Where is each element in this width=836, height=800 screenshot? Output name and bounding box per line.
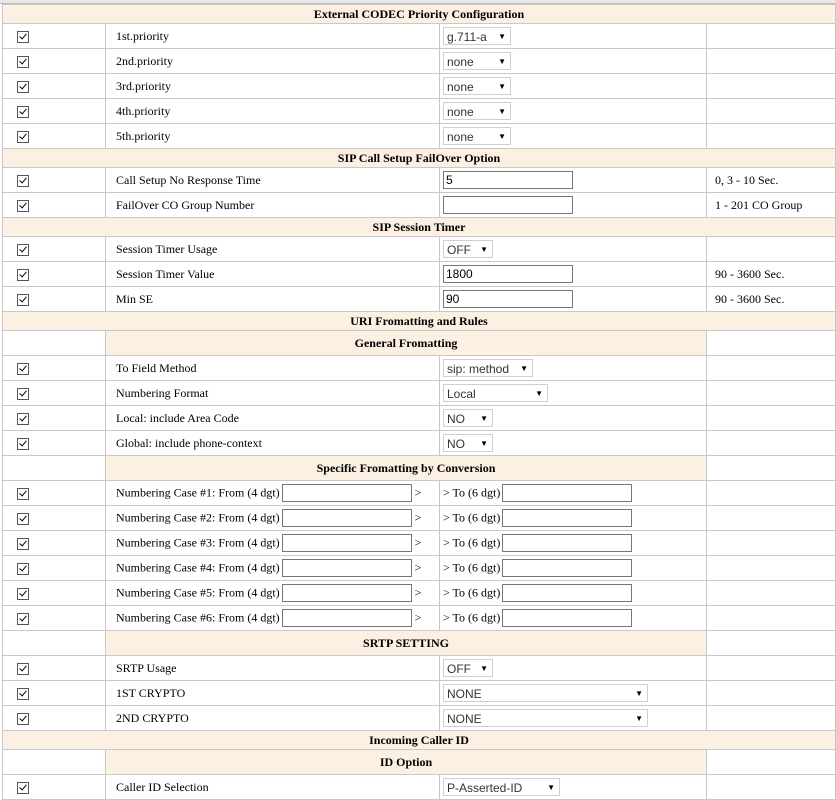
- failover-label: FailOver CO Group Number: [106, 193, 440, 218]
- chevron-down-icon: ▼: [635, 714, 643, 723]
- enable-checkbox[interactable]: [17, 175, 29, 187]
- enable-checkbox[interactable]: [17, 200, 29, 212]
- session-row: [3, 262, 836, 287]
- session-timer-usage-select[interactable]: [443, 240, 493, 258]
- codec-row: [3, 124, 836, 149]
- chevron-down-icon: ▼: [498, 107, 506, 116]
- general-label: To Field Method: [106, 356, 440, 381]
- caller-id-selection-select[interactable]: [443, 778, 560, 796]
- chevron-down-icon: ▼: [498, 82, 506, 91]
- to-number-input[interactable]: [502, 609, 632, 627]
- subsection-title-srtp: SRTP SETTING: [106, 631, 707, 656]
- first-crypto-select[interactable]: [443, 684, 648, 702]
- to-number-input[interactable]: [502, 584, 632, 602]
- session-label: Session Timer Usage: [106, 237, 440, 262]
- conversion-row: [3, 481, 836, 506]
- select-value: NO: [447, 412, 465, 426]
- select-value: none: [447, 130, 474, 144]
- conversion-row: [3, 581, 836, 606]
- codec-row: [3, 49, 836, 74]
- from-number-input[interactable]: [282, 584, 412, 602]
- enable-checkbox[interactable]: [17, 131, 29, 143]
- codec-row: [3, 74, 836, 99]
- section-title-session: SIP Session Timer: [3, 218, 836, 237]
- codec-1-select[interactable]: [443, 27, 511, 45]
- from-number-input[interactable]: [282, 534, 412, 552]
- select-value: sip: method: [447, 362, 510, 376]
- enable-checkbox[interactable]: [17, 588, 29, 600]
- settings-table: [2, 4, 836, 800]
- enable-checkbox[interactable]: [17, 438, 29, 450]
- session-label: Session Timer Value: [106, 262, 440, 287]
- include-phone-context-select[interactable]: [443, 434, 493, 452]
- select-value: P-Asserted-ID: [447, 781, 523, 795]
- caller-id-label: Caller ID Selection: [106, 775, 440, 800]
- conversion-row: [3, 531, 836, 556]
- min-se-input[interactable]: 90: [443, 290, 573, 308]
- general-row: [3, 356, 836, 381]
- numbering-format-select[interactable]: [443, 384, 548, 402]
- subsection-title-id-option: ID Option: [106, 750, 707, 775]
- second-crypto-select[interactable]: [443, 709, 648, 727]
- to-label: > To (6 dgt): [443, 585, 501, 600]
- include-area-code-select[interactable]: [443, 409, 493, 427]
- codec-3-select[interactable]: [443, 77, 511, 95]
- section-title-caller-id: Incoming Caller ID: [3, 731, 836, 750]
- srtp-row: [3, 706, 836, 731]
- enable-checkbox[interactable]: [17, 713, 29, 725]
- to-label: > To (6 dgt): [443, 610, 501, 625]
- chevron-down-icon: ▼: [498, 32, 506, 41]
- section-title-failover: SIP Call Setup FailOver Option: [3, 149, 836, 168]
- enable-checkbox[interactable]: [17, 294, 29, 306]
- chevron-down-icon: ▼: [498, 132, 506, 141]
- case-label: Numbering Case #3: From (4 dgt): [116, 535, 280, 550]
- subsection-title-general: General Fromatting: [106, 331, 707, 356]
- codec-row: [3, 99, 836, 124]
- failover-label: Call Setup No Response Time: [106, 168, 440, 193]
- arrow-text: >: [414, 485, 422, 500]
- select-value: NO: [447, 437, 465, 451]
- arrow-text: >: [414, 560, 422, 575]
- enable-checkbox[interactable]: [17, 388, 29, 400]
- chevron-down-icon: ▼: [635, 689, 643, 698]
- srtp-row: [3, 656, 836, 681]
- case-label: Numbering Case #2: From (4 dgt): [116, 510, 280, 525]
- no-response-time-input[interactable]: 5: [443, 171, 573, 189]
- chevron-down-icon: ▼: [480, 439, 488, 448]
- codec-2-select[interactable]: [443, 52, 511, 70]
- from-number-input[interactable]: [282, 559, 412, 577]
- general-label: Local: include Area Code: [106, 406, 440, 431]
- srtp-label: SRTP Usage: [106, 656, 440, 681]
- failover-row: [3, 168, 836, 193]
- codec-label: 1st.priority: [106, 24, 440, 49]
- enable-checkbox[interactable]: [17, 488, 29, 500]
- select-value: none: [447, 105, 474, 119]
- to-number-input[interactable]: [502, 484, 632, 502]
- from-number-input[interactable]: [282, 509, 412, 527]
- failover-row: [3, 193, 836, 218]
- select-value: none: [447, 55, 474, 69]
- chevron-down-icon: ▼: [535, 389, 543, 398]
- to-field-method-select[interactable]: [443, 359, 533, 377]
- chevron-down-icon: ▼: [480, 664, 488, 673]
- subsection-title-specific: Specific Fromatting by Conversion: [106, 456, 707, 481]
- select-value: g.711-a: [447, 30, 487, 44]
- arrow-text: >: [414, 535, 422, 550]
- enable-checkbox[interactable]: [17, 563, 29, 575]
- to-label: > To (6 dgt): [443, 535, 501, 550]
- codec-label: 2nd.priority: [106, 49, 440, 74]
- arrow-text: >: [414, 585, 422, 600]
- to-number-input[interactable]: [502, 534, 632, 552]
- codec-label: 3rd.priority: [106, 74, 440, 99]
- enable-checkbox[interactable]: [17, 244, 29, 256]
- to-number-input[interactable]: [502, 509, 632, 527]
- arrow-text: >: [414, 610, 422, 625]
- enable-checkbox[interactable]: [17, 31, 29, 43]
- case-label: Numbering Case #1: From (4 dgt): [116, 485, 280, 500]
- range-hint: 90 - 3600 Sec.: [707, 287, 836, 312]
- session-label: Min SE: [106, 287, 440, 312]
- range-hint: 0, 3 - 10 Sec.: [707, 168, 836, 193]
- enable-checkbox[interactable]: [17, 363, 29, 375]
- select-value: none: [447, 80, 474, 94]
- enable-checkbox[interactable]: [17, 106, 29, 118]
- to-number-input[interactable]: [502, 559, 632, 577]
- chevron-down-icon: ▼: [480, 414, 488, 423]
- select-value: OFF: [447, 243, 471, 257]
- range-hint: 90 - 3600 Sec.: [707, 262, 836, 287]
- enable-checkbox[interactable]: [17, 663, 29, 675]
- session-timer-value-input[interactable]: 1800: [443, 265, 573, 283]
- chevron-down-icon: ▼: [480, 245, 488, 254]
- srtp-label: 2ND CRYPTO: [106, 706, 440, 731]
- select-value: NONE: [447, 687, 482, 701]
- conversion-row: [3, 506, 836, 531]
- general-row: [3, 381, 836, 406]
- general-label: Numbering Format: [106, 381, 440, 406]
- enable-checkbox[interactable]: [17, 782, 29, 794]
- codec-row: [3, 24, 836, 49]
- codec-label: 5th.priority: [106, 124, 440, 149]
- conversion-row: [3, 606, 836, 631]
- case-label: Numbering Case #5: From (4 dgt): [116, 585, 280, 600]
- co-group-number-input[interactable]: [443, 196, 573, 214]
- enable-checkbox[interactable]: [17, 56, 29, 68]
- chevron-down-icon: ▼: [498, 57, 506, 66]
- from-number-input[interactable]: [282, 484, 412, 502]
- section-title-codec: External CODEC Priority Configuration: [3, 5, 836, 24]
- general-row: [3, 406, 836, 431]
- from-number-input[interactable]: [282, 609, 412, 627]
- srtp-row: [3, 681, 836, 706]
- enable-checkbox[interactable]: [17, 513, 29, 525]
- codec-label: 4th.priority: [106, 99, 440, 124]
- general-label: Global: include phone-context: [106, 431, 440, 456]
- enable-checkbox[interactable]: [17, 269, 29, 281]
- select-value: Local: [447, 387, 476, 401]
- caller-id-row: [3, 775, 836, 800]
- to-label: > To (6 dgt): [443, 485, 501, 500]
- enable-checkbox[interactable]: [17, 413, 29, 425]
- srtp-usage-select[interactable]: [443, 659, 493, 677]
- chevron-down-icon: ▼: [520, 364, 528, 373]
- conversion-row: [3, 556, 836, 581]
- codec-5-select[interactable]: [443, 127, 511, 145]
- case-label: Numbering Case #4: From (4 dgt): [116, 560, 280, 575]
- enable-checkbox[interactable]: [17, 81, 29, 93]
- case-label: Numbering Case #6: From (4 dgt): [116, 610, 280, 625]
- arrow-text: >: [414, 510, 422, 525]
- enable-checkbox[interactable]: [17, 688, 29, 700]
- codec-4-select[interactable]: [443, 102, 511, 120]
- to-label: > To (6 dgt): [443, 510, 501, 525]
- chevron-down-icon: ▼: [547, 783, 555, 792]
- select-value: OFF: [447, 662, 471, 676]
- enable-checkbox[interactable]: [17, 538, 29, 550]
- general-row: [3, 431, 836, 456]
- select-value: NONE: [447, 712, 482, 726]
- session-row: [3, 237, 836, 262]
- session-row: [3, 287, 836, 312]
- range-hint: 1 - 201 CO Group: [707, 193, 836, 218]
- enable-checkbox[interactable]: [17, 613, 29, 625]
- srtp-label: 1ST CRYPTO: [106, 681, 440, 706]
- to-label: > To (6 dgt): [443, 560, 501, 575]
- section-title-uri: URI Fromatting and Rules: [3, 312, 836, 331]
